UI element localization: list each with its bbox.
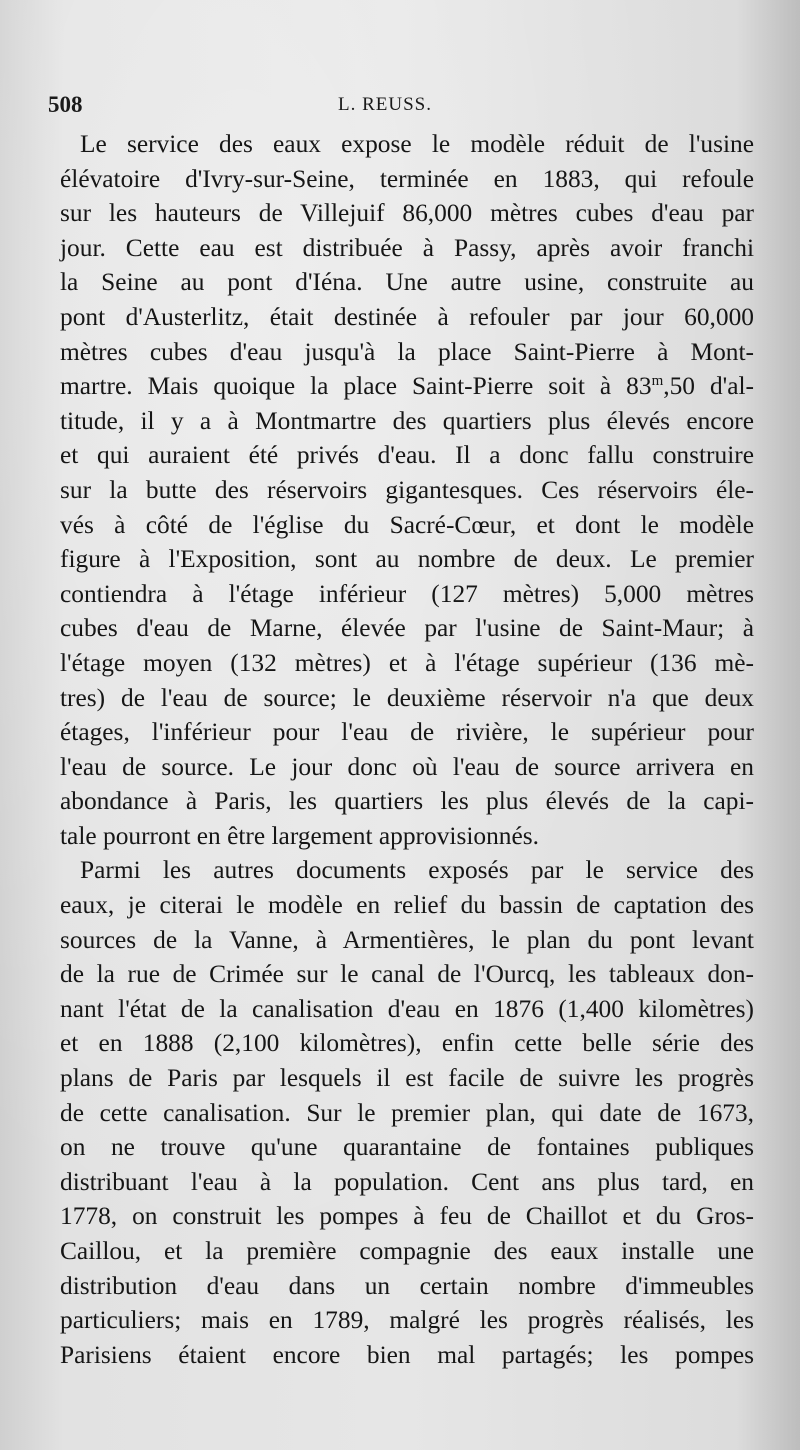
text-line: la Seine au pont d'Iéna. Une autre usine, construite au	[60, 268, 754, 297]
text-line: tres) de l'eau de source; le deuxième réservoir n'a que deux	[60, 683, 754, 712]
text-line: sur les hauteurs de Villejuif 86,000 mètres cubes d'eau par	[60, 199, 754, 228]
text-line: l'eau de source. Le jour donc où l'eau de source arrivera en	[60, 752, 754, 781]
text-line-head: martre. Mais quoique la place Saint-Pierre soit à 83	[60, 372, 652, 401]
text-line-tail: ,50 d'al-	[663, 372, 755, 401]
paragraph-1	[60, 127, 754, 853]
text-line: Caillou, et la première compagnie des eaux installe une	[60, 1237, 754, 1265]
text-line: nant l'état de la canalisation d'eau en 1876 (1,400 kilomètres)	[60, 994, 754, 1023]
text-line: plans de Paris par lesquels il est facile de suivre les progrès	[60, 1064, 754, 1093]
text-line: 1778, on construit les pompes à feu de Chaillot et du Gros-	[60, 1202, 754, 1231]
text-line: eaux, je citerai le modèle en relief du bassin de captation des	[60, 891, 754, 920]
paragraph-2	[60, 853, 754, 1372]
text-line: Parisiens étaient encore bien mal partagés; les pompes	[60, 1340, 754, 1369]
text-line: on ne trouve qu'une quarantaine de fontaines publiques	[60, 1133, 754, 1162]
text-line: de cette canalisation. Sur le premier plan, qui date de 1673,	[60, 1098, 754, 1127]
text-line: étages, l'inférieur pour l'eau de rivière, le supérieur pour	[60, 718, 754, 747]
text-line: figure à l'Exposition, sont au nombre de deux. Le premier	[60, 545, 754, 574]
text-line: distribution d'eau dans un certain nombre d'immeubles	[60, 1271, 754, 1300]
unit-superscript: m	[651, 373, 664, 390]
text-line: élévatoire d'Ivry-sur-Seine, terminée en 1883, qui refoule	[60, 164, 754, 193]
running-head: L. REUSS.	[338, 94, 432, 115]
text-line: titude, il y a à Montmartre des quartiers plus élevés encore	[60, 406, 754, 435]
text-line: tale pourront en être largement approvisionnés.	[60, 821, 539, 850]
text-line: sources de la Vanne, à Armentières, le plan du pont levant	[60, 925, 754, 954]
text-line: sur la butte des réservoirs gigantesques. Ces réservoirs éle-	[60, 475, 754, 504]
text-line: de la rue de Crimée sur le canal de l'Ourcq, les tableaux don-	[60, 960, 754, 989]
text-line: pont d'Austerlitz, était destinée à refouler par jour 60,000	[60, 302, 754, 331]
text-line: mètres cubes d'eau jusqu'à la place Saint-Pierre à Mont-	[60, 337, 754, 366]
text-line: et en 1888 (2,100 kilomètres), enfin cette belle série des	[60, 1029, 754, 1058]
text-line: abondance à Paris, les quartiers les plus élevés de la capi-	[60, 787, 754, 816]
text-line: distribuant l'eau à la population. Cent ans plus tard, en	[60, 1167, 754, 1196]
text-line: Parmi les autres documents exposés par le service des	[80, 856, 754, 885]
text-line: particuliers; mais en 1789, malgré les progrès réalisés, les	[60, 1306, 754, 1335]
text-line: l'étage moyen (132 mètres) et à l'étage supérieur (136 mè-	[60, 648, 754, 677]
page-header	[48, 92, 752, 122]
text-line: Le service des eaux expose le modèle réduit de l'usine	[80, 130, 754, 158]
text-line: jour. Cette eau est distribuée à Passy, après avoir franchi	[60, 233, 754, 262]
body-text	[60, 127, 754, 1372]
text-line: cubes d'eau de Marne, élevée par l'usine de Saint-Maur; à	[60, 614, 754, 643]
text-line-with-superscript	[60, 369, 754, 404]
text-line: et qui auraient été privés d'eau. Il a donc fallu construire	[60, 441, 754, 470]
page-number: 508	[48, 92, 83, 117]
text-line: vés à côté de l'église du Sacré-Cœur, et dont le modèle	[60, 510, 754, 539]
text-line: contiendra à l'étage inférieur (127 mètres) 5,000 mètres	[60, 579, 754, 608]
